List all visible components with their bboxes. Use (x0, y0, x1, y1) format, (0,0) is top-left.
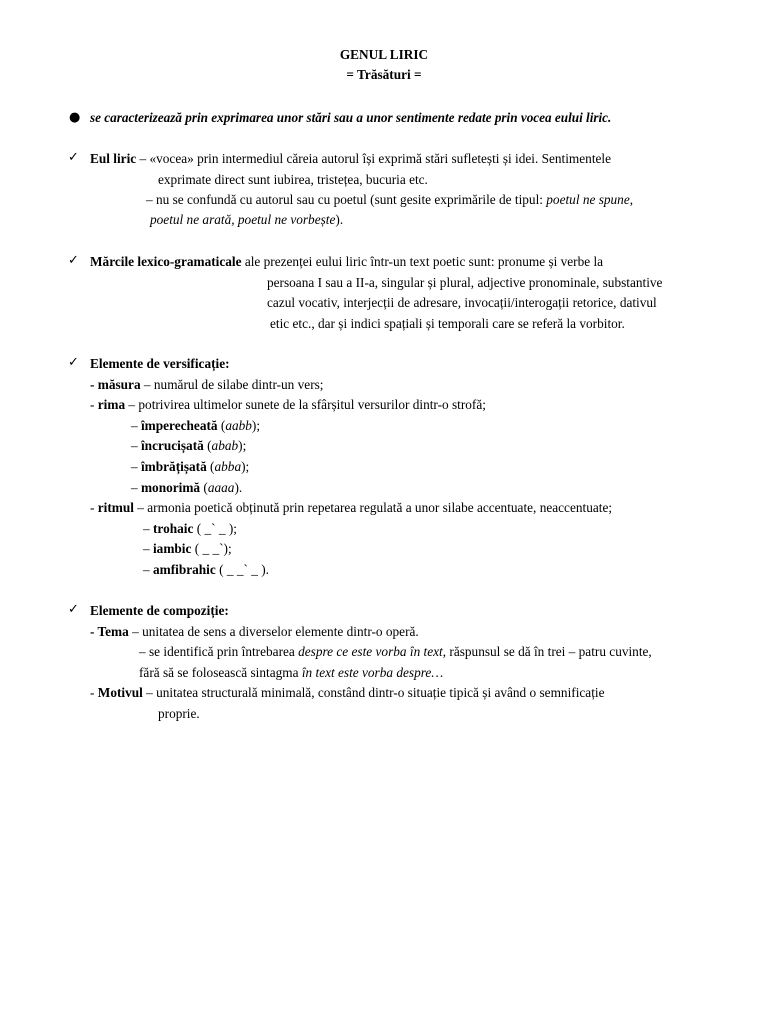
eul-liric-example-1: poetul ne spune, (546, 192, 634, 207)
masura-text: – numărul de silabe dintr-un vers; (140, 377, 324, 392)
ritm-pattern: ( _ _` _ ). (215, 562, 269, 577)
rima-pattern: aaaa (207, 480, 235, 495)
tema-note: fără să se folosească sintagma (139, 665, 302, 680)
rima-type-name: încrucișată (140, 438, 204, 453)
ritm-pattern: ( _ _`); (191, 541, 232, 556)
tema-line-2 (139, 644, 652, 660)
tema-note-end: , răspunsul se dă în trei – patru cuvinte, (442, 644, 652, 659)
bullet-icon: ● (69, 110, 81, 125)
ritm-type-item (143, 562, 269, 578)
tema-term: - Tema (90, 624, 129, 639)
paren: ). (234, 480, 243, 495)
rima-type-name: îmbrățișată (140, 459, 207, 474)
tema-text: – unitatea de sens a diverselor elemente dintr-o operă. (128, 624, 419, 639)
tema-line (90, 624, 419, 640)
tema-note: – se identifică prin întrebarea (139, 644, 299, 659)
paren: ( (217, 418, 226, 433)
ritm-type-item (143, 521, 237, 537)
checkmark-icon: ✓ (68, 253, 79, 268)
marci-line-3: cazul vocativ, interjecții de adresare, invocații/interogații retorice, dativul (267, 295, 657, 310)
paren: ); (251, 418, 261, 433)
dash: – (131, 438, 141, 453)
rima-pattern: abba (214, 459, 242, 474)
paren: ( (203, 438, 212, 453)
ritm-type-name: trohaic (152, 521, 194, 536)
motiv-line-2: proprie. (158, 706, 200, 721)
rima-type-name: împerecheată (140, 418, 218, 433)
ritm-type-name: iambic (152, 541, 192, 556)
paren: ( (206, 459, 215, 474)
ritm-type-item (143, 541, 232, 557)
eul-liric-text: – «vocea» prin intermediul căreia autorul își exprimă stări sufletești și idei. Sentimentele (136, 151, 612, 166)
versificatie-heading: Elemente de versificație: (90, 356, 230, 371)
marci-line-2: persoana I sau a II-a, singular și plural, adjective pronominale, substantive (267, 275, 663, 290)
motiv-prefix: - (90, 685, 98, 700)
rima-text: – potrivirea ultimelor sunete de la sfârșitul versurilor dintr-o strofă; (125, 397, 486, 412)
eul-liric-line-3 (146, 192, 633, 208)
rima-prefix: - (90, 397, 98, 412)
motiv-term: Motivul (97, 685, 143, 700)
checkmark-icon: ✓ (68, 602, 79, 617)
paren: ( (200, 480, 208, 495)
rima-type-item (131, 480, 242, 496)
checkmark-icon: ✓ (68, 355, 79, 370)
rima-type-item (131, 418, 260, 434)
eul-liric-line-2: exprimate direct sunt iubirea, tristețea, bucuria etc. (158, 172, 428, 187)
masura-term: - măsura (90, 377, 141, 392)
page-title: GENUL LIRIC (339, 47, 429, 62)
masura-line (90, 377, 324, 393)
eul-liric-note: – nu se confundă cu autorul sau cu poetul (sunt gesite exprimările de tipul: (146, 192, 547, 207)
dash: – (143, 541, 153, 556)
eul-liric-close: ). (335, 212, 344, 227)
rima-type-name: monorimă (140, 480, 201, 495)
paren: ); (238, 438, 247, 453)
compozitie-heading: Elemente de compoziție: (90, 603, 229, 618)
dash: – (131, 459, 141, 474)
motiv-text: – unitatea structurală minimală, constând dintr-o situație tipică și având o semnificație (142, 685, 605, 700)
rima-pattern: abab (211, 438, 239, 453)
marci-line-4: etic etc., dar și indici spațiali și temporali care se referă la vorbitor. (270, 316, 625, 331)
ritm-term: ritmul (97, 500, 134, 515)
page-subtitle: = Trăsături = (346, 67, 422, 82)
rima-type-item (131, 459, 249, 475)
ritm-type-name: amfibrahic (152, 562, 216, 577)
motiv-line (90, 685, 605, 701)
dash: – (131, 418, 141, 433)
eul-liric-example-2: poetul ne arată, poetul ne vorbește (150, 212, 336, 227)
dash: – (143, 562, 153, 577)
rima-pattern: aabb (225, 418, 252, 433)
eul-liric-term: Eul liric (90, 151, 137, 166)
rima-type-item (131, 438, 246, 454)
tema-question: despre ce este vorba în text (298, 644, 443, 659)
eul-liric-line-4 (150, 212, 343, 228)
dash: – (131, 480, 141, 495)
rima-term: rima (97, 397, 126, 412)
marci-line-1 (90, 254, 603, 270)
tema-phrase: în text este vorba despre (301, 665, 432, 680)
ritm-prefix: - (90, 500, 98, 515)
marci-term: Mărcile lexico-gramaticale (90, 254, 242, 269)
ellipsis: … (431, 665, 444, 680)
marci-text: ale prezenței eului liric într-un text poetic sunt: pronume și verbe la (241, 254, 604, 269)
paren: ); (241, 459, 250, 474)
rima-line (90, 397, 486, 413)
tema-line-3 (139, 665, 443, 681)
ritm-text: – armonia poetică obținută prin repetarea regulată a unor silabe accentuate, neaccentuate; (133, 500, 613, 515)
bullet-text: se caracterizează prin exprimarea unor stări sau a unor sentimente redate prin vocea eului liric. (90, 110, 612, 125)
eul-liric-line-1 (90, 151, 611, 167)
ritm-line (90, 500, 612, 516)
checkmark-icon: ✓ (68, 150, 79, 165)
ritm-pattern: ( _` _ ); (193, 521, 237, 536)
dash: – (143, 521, 153, 536)
